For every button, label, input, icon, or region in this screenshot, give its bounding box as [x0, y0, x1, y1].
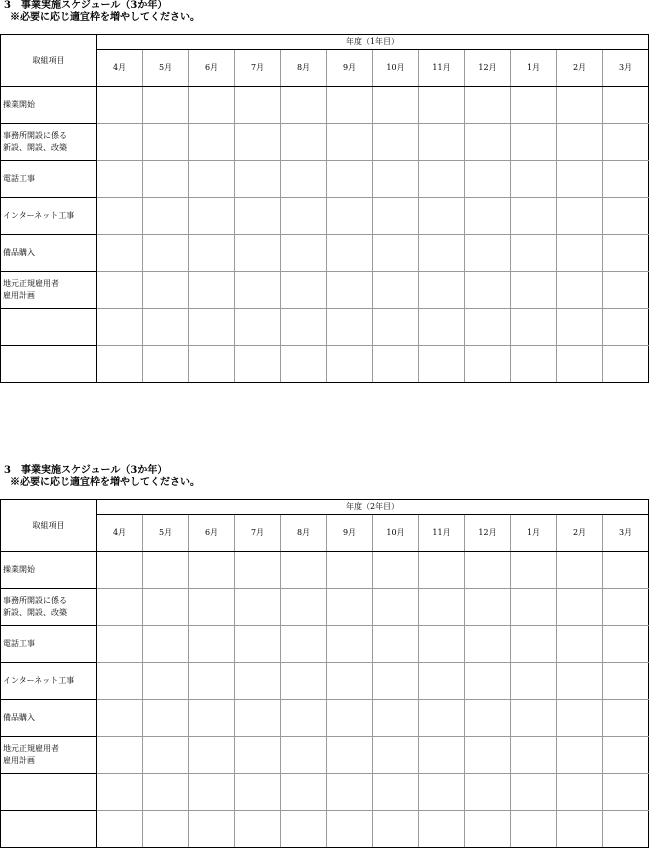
schedule-cell[interactable]	[189, 309, 235, 346]
month-header: 1月	[511, 50, 557, 87]
schedule-cell[interactable]	[97, 346, 143, 383]
schedule-cell[interactable]	[235, 774, 281, 811]
schedule-cell[interactable]	[557, 589, 603, 626]
schedule-cell[interactable]	[189, 161, 235, 198]
schedule-cell[interactable]	[373, 161, 419, 198]
month-header: 2月	[557, 50, 603, 87]
schedule-cell[interactable]	[143, 589, 189, 626]
schedule-cell[interactable]	[465, 774, 511, 811]
section-title: 3 事業実施スケジュール（3か年）	[4, 0, 168, 11]
item-label-cell	[1, 552, 97, 589]
schedule-cell[interactable]	[373, 124, 419, 161]
schedule-cell[interactable]	[465, 346, 511, 383]
schedule-cell[interactable]	[419, 700, 465, 737]
schedule-cell[interactable]	[511, 161, 557, 198]
schedule-cell[interactable]	[603, 124, 649, 161]
schedule-cell[interactable]	[603, 589, 649, 626]
item-label-cell	[1, 272, 97, 309]
schedule-cell[interactable]	[281, 552, 327, 589]
schedule-cell[interactable]	[143, 700, 189, 737]
item-header-cell: 取組項目	[1, 35, 97, 87]
schedule-cell[interactable]	[235, 272, 281, 309]
schedule-cell[interactable]	[511, 811, 557, 848]
schedule-cell[interactable]	[373, 198, 419, 235]
table-row	[1, 737, 649, 774]
schedule-cell[interactable]	[511, 124, 557, 161]
table-row	[1, 235, 649, 272]
schedule-cell[interactable]	[603, 87, 649, 124]
schedule-cell[interactable]	[97, 87, 143, 124]
item-label-cell	[1, 161, 97, 198]
schedule-cell[interactable]	[143, 87, 189, 124]
schedule-cell[interactable]	[557, 272, 603, 309]
schedule-cell[interactable]	[327, 737, 373, 774]
schedule-cell[interactable]	[557, 124, 603, 161]
schedule-cell[interactable]	[97, 663, 143, 700]
schedule-table	[0, 499, 649, 848]
schedule-cell[interactable]	[511, 663, 557, 700]
item-label: 備品購入	[3, 248, 35, 257]
schedule-cell[interactable]	[235, 552, 281, 589]
schedule-cell[interactable]	[97, 774, 143, 811]
schedule-cell[interactable]	[189, 774, 235, 811]
schedule-cell[interactable]	[143, 811, 189, 848]
schedule-cell[interactable]	[465, 235, 511, 272]
table-row	[1, 198, 649, 235]
schedule-cell[interactable]	[281, 272, 327, 309]
schedule-cell[interactable]	[97, 124, 143, 161]
table-row	[1, 346, 649, 383]
item-label-cell	[1, 700, 97, 737]
schedule-cell[interactable]	[373, 811, 419, 848]
schedule-cell[interactable]	[465, 737, 511, 774]
schedule-cell[interactable]	[557, 346, 603, 383]
month-header: 6月	[189, 50, 235, 87]
table-row	[1, 309, 649, 346]
schedule-cell[interactable]	[557, 87, 603, 124]
item-label: 操業開始	[3, 565, 35, 574]
table-row	[1, 161, 649, 198]
schedule-cell[interactable]	[97, 811, 143, 848]
schedule-cell[interactable]	[143, 272, 189, 309]
schedule-cell[interactable]	[511, 737, 557, 774]
schedule-cell[interactable]	[235, 87, 281, 124]
schedule-cell[interactable]	[235, 235, 281, 272]
schedule-cell[interactable]	[465, 811, 511, 848]
schedule-cell[interactable]	[419, 774, 465, 811]
schedule-cell[interactable]	[373, 589, 419, 626]
schedule-cell[interactable]	[373, 737, 419, 774]
schedule-cell[interactable]	[235, 811, 281, 848]
schedule-cell[interactable]	[97, 626, 143, 663]
schedule-cell[interactable]	[465, 626, 511, 663]
schedule-cell[interactable]	[327, 87, 373, 124]
schedule-cell[interactable]	[327, 811, 373, 848]
schedule-cell[interactable]	[235, 346, 281, 383]
schedule-cell[interactable]	[603, 309, 649, 346]
item-label: 電話工事	[3, 639, 35, 648]
section-note: ※必要に応じ適宜枠を増やしてください。	[10, 477, 200, 488]
schedule-cell[interactable]	[465, 124, 511, 161]
table-row	[1, 626, 649, 663]
schedule-cell[interactable]	[373, 87, 419, 124]
schedule-cell[interactable]	[419, 124, 465, 161]
table-row	[1, 552, 649, 589]
schedule-cell[interactable]	[189, 272, 235, 309]
schedule-cell[interactable]	[143, 161, 189, 198]
schedule-cell[interactable]	[281, 235, 327, 272]
month-header: 9月	[327, 515, 373, 552]
schedule-cell[interactable]	[603, 663, 649, 700]
schedule-cell[interactable]	[189, 198, 235, 235]
table-row	[1, 774, 649, 811]
section-note: ※必要に応じ適宜枠を増やしてください。	[10, 12, 200, 23]
schedule-cell[interactable]	[373, 626, 419, 663]
item-label-cell	[1, 589, 97, 626]
schedule-cell[interactable]	[97, 700, 143, 737]
item-label: 事務所開設に係る	[3, 131, 67, 140]
schedule-cell[interactable]	[557, 774, 603, 811]
schedule-cell[interactable]	[603, 346, 649, 383]
item-header-cell: 取組項目	[1, 500, 97, 552]
schedule-cell[interactable]	[281, 626, 327, 663]
schedule-cell[interactable]	[511, 87, 557, 124]
schedule-cell[interactable]	[373, 700, 419, 737]
schedule-cell[interactable]	[327, 626, 373, 663]
month-header: 3月	[603, 515, 649, 552]
month-header: 11月	[419, 515, 465, 552]
schedule-cell[interactable]	[189, 700, 235, 737]
item-label-cell	[1, 811, 97, 848]
item-label: 地元正規雇用者	[3, 744, 59, 753]
month-header: 8月	[281, 515, 327, 552]
schedule-cell[interactable]	[419, 346, 465, 383]
schedule-cell[interactable]	[419, 737, 465, 774]
schedule-cell[interactable]	[603, 235, 649, 272]
schedule-cell[interactable]	[557, 309, 603, 346]
schedule-cell[interactable]	[603, 737, 649, 774]
schedule-cell[interactable]	[465, 663, 511, 700]
schedule-cell[interactable]	[373, 309, 419, 346]
table-row	[1, 663, 649, 700]
month-header: 5月	[143, 515, 189, 552]
schedule-cell[interactable]	[327, 552, 373, 589]
month-header: 10月	[373, 50, 419, 87]
schedule-cell[interactable]	[419, 663, 465, 700]
item-label-cell	[1, 87, 97, 124]
schedule-cell[interactable]	[327, 272, 373, 309]
schedule-cell[interactable]	[189, 346, 235, 383]
schedule-cell[interactable]	[281, 124, 327, 161]
month-header: 3月	[603, 50, 649, 87]
item-label: 備品購入	[3, 713, 35, 722]
schedule-cell[interactable]	[189, 626, 235, 663]
item-label-cell	[1, 235, 97, 272]
year-label: 年度（1年目）	[97, 35, 649, 50]
schedule-cell[interactable]	[189, 552, 235, 589]
schedule-cell[interactable]	[511, 272, 557, 309]
schedule-cell[interactable]	[603, 811, 649, 848]
item-label-cell	[1, 774, 97, 811]
schedule-cell[interactable]	[327, 774, 373, 811]
schedule-cell[interactable]	[143, 235, 189, 272]
table-row	[1, 87, 649, 124]
month-header: 1月	[511, 515, 557, 552]
schedule-cell[interactable]	[557, 235, 603, 272]
schedule-cell[interactable]	[281, 774, 327, 811]
table-row	[1, 589, 649, 626]
item-label-line2: 雇用計画	[3, 756, 35, 765]
schedule-cell[interactable]	[235, 700, 281, 737]
schedule-cell[interactable]	[511, 700, 557, 737]
schedule-cell[interactable]	[511, 552, 557, 589]
schedule-cell[interactable]	[327, 346, 373, 383]
schedule-cell[interactable]	[511, 626, 557, 663]
month-header: 7月	[235, 50, 281, 87]
schedule-cell[interactable]	[97, 309, 143, 346]
month-header: 9月	[327, 50, 373, 87]
schedule-cell[interactable]	[419, 589, 465, 626]
schedule-cell[interactable]	[327, 124, 373, 161]
schedule-cell[interactable]	[557, 198, 603, 235]
schedule-cell[interactable]	[373, 272, 419, 309]
item-label: 地元正規雇用者	[3, 279, 59, 288]
schedule-cell[interactable]	[143, 774, 189, 811]
schedule-cell[interactable]	[511, 235, 557, 272]
schedule-cell[interactable]	[327, 235, 373, 272]
schedule-cell[interactable]	[235, 663, 281, 700]
table-row	[1, 811, 649, 848]
item-label-cell	[1, 124, 97, 161]
schedule-cell[interactable]	[97, 235, 143, 272]
schedule-cell[interactable]	[419, 198, 465, 235]
schedule-cell[interactable]	[97, 161, 143, 198]
schedule-cell[interactable]	[281, 700, 327, 737]
schedule-cell[interactable]	[235, 309, 281, 346]
item-label-line2: 新設、開設、改築	[3, 608, 67, 617]
schedule-cell[interactable]	[419, 626, 465, 663]
item-label-cell	[1, 309, 97, 346]
schedule-cell[interactable]	[189, 124, 235, 161]
schedule-cell[interactable]	[603, 774, 649, 811]
month-header: 10月	[373, 515, 419, 552]
schedule-cell[interactable]	[281, 811, 327, 848]
schedule-cell[interactable]	[603, 626, 649, 663]
schedule-cell[interactable]	[465, 552, 511, 589]
schedule-cell[interactable]	[557, 161, 603, 198]
schedule-cell[interactable]	[235, 626, 281, 663]
item-label: 事務所開設に係る	[3, 596, 67, 605]
schedule-cell[interactable]	[281, 309, 327, 346]
schedule-cell[interactable]	[373, 663, 419, 700]
item-label-line2: 新設、開設、改築	[3, 143, 67, 152]
item-label-cell	[1, 346, 97, 383]
month-header: 7月	[235, 515, 281, 552]
schedule-cell[interactable]	[281, 589, 327, 626]
schedule-cell[interactable]	[281, 161, 327, 198]
month-header: 6月	[189, 515, 235, 552]
schedule-cell[interactable]	[419, 161, 465, 198]
month-header: 5月	[143, 50, 189, 87]
schedule-cell[interactable]	[327, 700, 373, 737]
schedule-cell[interactable]	[465, 272, 511, 309]
month-header: 11月	[419, 50, 465, 87]
schedule-cell[interactable]	[235, 737, 281, 774]
schedule-cell[interactable]	[557, 737, 603, 774]
schedule-cell[interactable]	[465, 700, 511, 737]
schedule-cell[interactable]	[603, 272, 649, 309]
month-header: 12月	[465, 50, 511, 87]
month-header: 4月	[97, 515, 143, 552]
month-header: 4月	[97, 50, 143, 87]
schedule-cell[interactable]	[97, 272, 143, 309]
schedule-cell[interactable]	[143, 124, 189, 161]
schedule-cell[interactable]	[419, 811, 465, 848]
schedule-cell[interactable]	[557, 626, 603, 663]
schedule-cell[interactable]	[373, 235, 419, 272]
schedule-cell[interactable]	[557, 552, 603, 589]
schedule-cell[interactable]	[419, 235, 465, 272]
schedule-cell[interactable]	[235, 589, 281, 626]
schedule-cell[interactable]	[189, 811, 235, 848]
schedule-cell[interactable]	[327, 663, 373, 700]
schedule-cell[interactable]	[603, 198, 649, 235]
schedule-cell[interactable]	[281, 737, 327, 774]
schedule-cell[interactable]	[511, 198, 557, 235]
schedule-cell[interactable]	[373, 346, 419, 383]
schedule-cell[interactable]	[143, 552, 189, 589]
item-label-cell	[1, 198, 97, 235]
schedule-cell[interactable]	[511, 589, 557, 626]
item-label: 操業開始	[3, 100, 35, 109]
schedule-cell[interactable]	[419, 272, 465, 309]
schedule-cell[interactable]	[189, 235, 235, 272]
item-label: インターネット工事	[3, 676, 75, 685]
schedule-cell[interactable]	[465, 161, 511, 198]
schedule-cell[interactable]	[327, 161, 373, 198]
schedule-cell[interactable]	[97, 589, 143, 626]
item-label: インターネット工事	[3, 211, 75, 220]
schedule-cell[interactable]	[511, 309, 557, 346]
schedule-cell[interactable]	[189, 663, 235, 700]
schedule-cell[interactable]	[281, 198, 327, 235]
schedule-cell[interactable]	[281, 87, 327, 124]
schedule-cell[interactable]	[557, 700, 603, 737]
schedule-cell[interactable]	[327, 589, 373, 626]
schedule-table	[0, 34, 649, 383]
month-header: 8月	[281, 50, 327, 87]
schedule-cell[interactable]	[189, 87, 235, 124]
schedule-cell[interactable]	[419, 309, 465, 346]
schedule-cell[interactable]	[465, 309, 511, 346]
schedule-cell[interactable]	[465, 87, 511, 124]
schedule-cell[interactable]	[235, 198, 281, 235]
schedule-cell[interactable]	[603, 161, 649, 198]
schedule-cell[interactable]	[143, 626, 189, 663]
schedule-cell[interactable]	[557, 663, 603, 700]
schedule-cell[interactable]	[373, 552, 419, 589]
schedule-cell[interactable]	[419, 87, 465, 124]
schedule-cell[interactable]	[97, 737, 143, 774]
month-header: 2月	[557, 515, 603, 552]
schedule-cell[interactable]	[281, 663, 327, 700]
schedule-cell[interactable]	[189, 737, 235, 774]
schedule-cell[interactable]	[189, 589, 235, 626]
table-row	[1, 272, 649, 309]
schedule-cell[interactable]	[97, 552, 143, 589]
schedule-cell[interactable]	[143, 309, 189, 346]
schedule-cell[interactable]	[419, 552, 465, 589]
item-label-cell	[1, 626, 97, 663]
schedule-cell[interactable]	[603, 700, 649, 737]
schedule-cell[interactable]	[281, 346, 327, 383]
schedule-cell[interactable]	[327, 198, 373, 235]
schedule-cell[interactable]	[143, 663, 189, 700]
schedule-cell[interactable]	[327, 309, 373, 346]
schedule-cell[interactable]	[511, 774, 557, 811]
table-row	[1, 700, 649, 737]
schedule-cell[interactable]	[557, 811, 603, 848]
item-label-cell	[1, 663, 97, 700]
schedule-cell[interactable]	[373, 774, 419, 811]
schedule-cell[interactable]	[97, 198, 143, 235]
section-title: 3 事業実施スケジュール（3か年）	[4, 465, 168, 476]
schedule-cell[interactable]	[235, 161, 281, 198]
schedule-cell[interactable]	[143, 346, 189, 383]
schedule-cell[interactable]	[511, 346, 557, 383]
schedule-cell[interactable]	[143, 198, 189, 235]
table-row	[1, 124, 649, 161]
item-label: 電話工事	[3, 174, 35, 183]
schedule-cell[interactable]	[603, 552, 649, 589]
schedule-cell[interactable]	[143, 737, 189, 774]
item-label-cell	[1, 737, 97, 774]
schedule-cell[interactable]	[465, 198, 511, 235]
year-label: 年度（2年目）	[97, 500, 649, 515]
schedule-cell[interactable]	[465, 589, 511, 626]
item-label-line2: 雇用計画	[3, 291, 35, 300]
schedule-cell[interactable]	[235, 124, 281, 161]
month-header: 12月	[465, 515, 511, 552]
